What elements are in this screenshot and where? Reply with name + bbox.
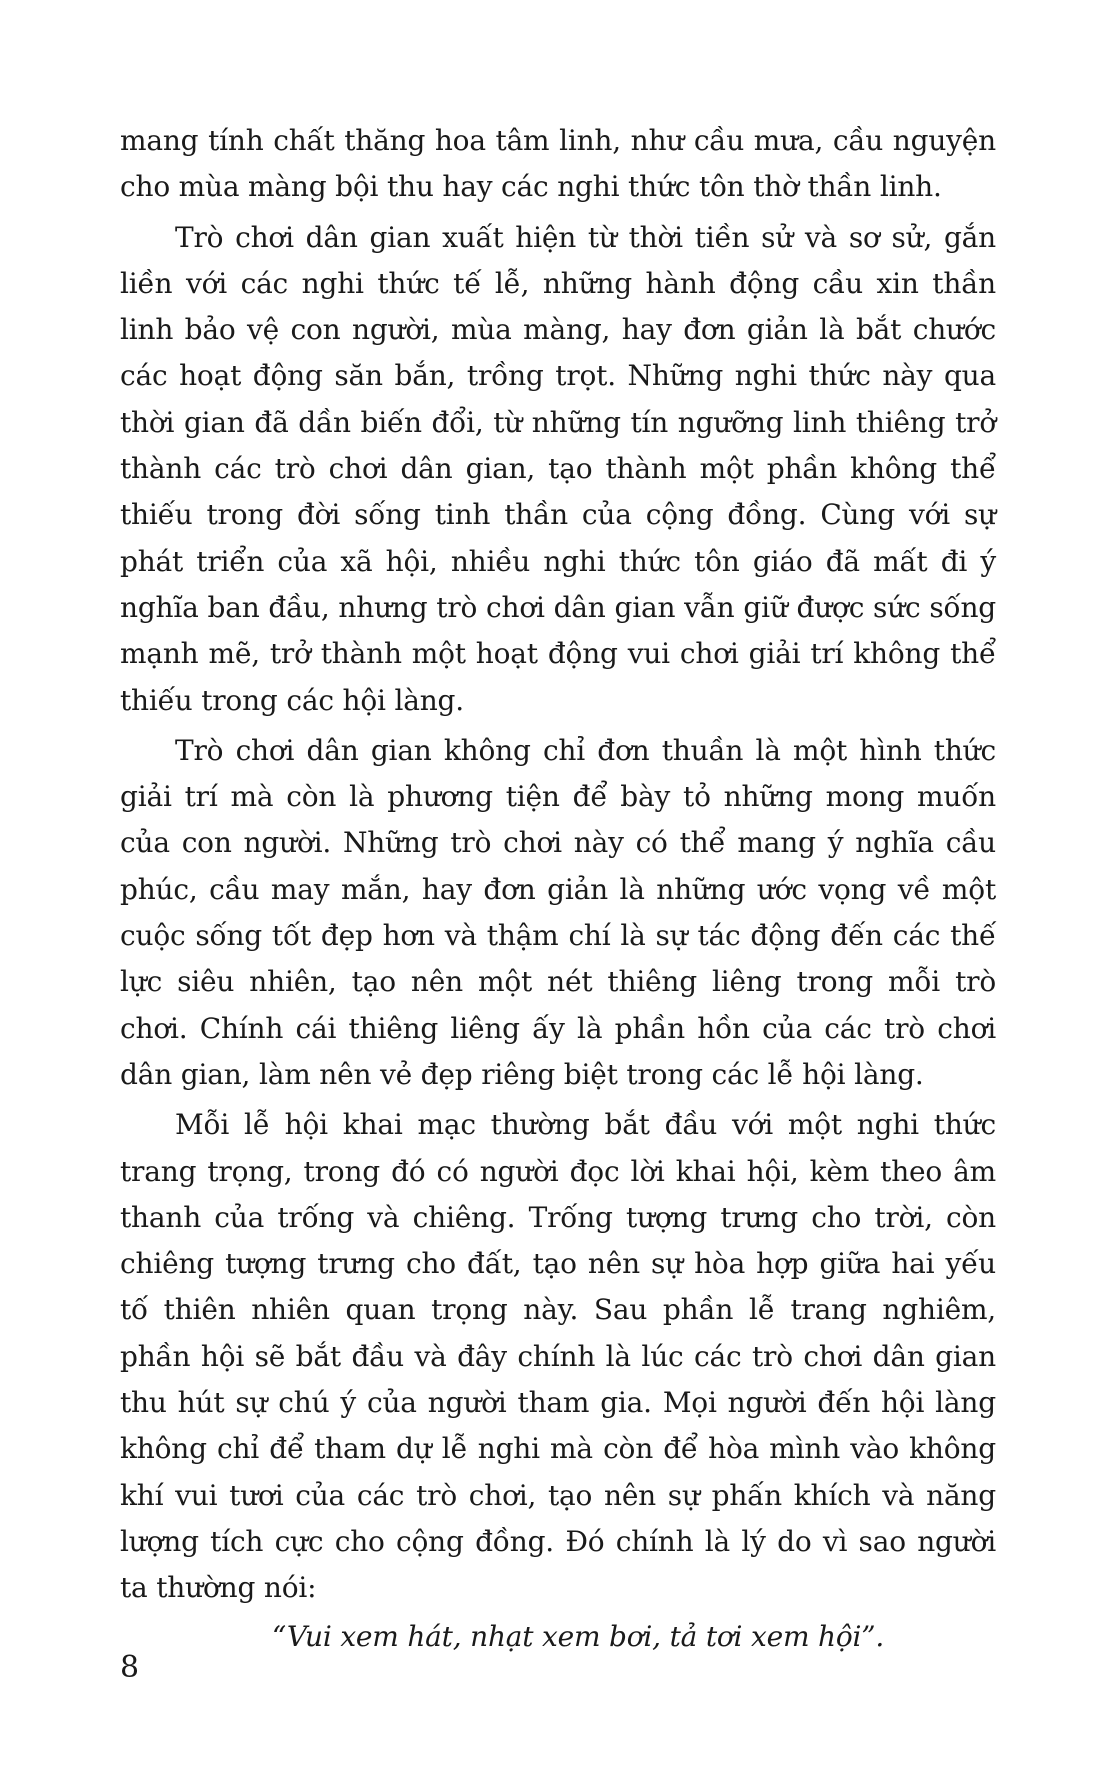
page-body [120,118,996,1660]
paragraph-meaning: Trò chơi dân gian không chỉ đơn thuần là một hình thức giải trí mà còn là phương tiện để bày tỏ những mong muốn của con người. Những trò chơi này có thể mang ý nghĩa cầu phúc, cầu may mắn, hay đơn giản là những ước vọng về một cuộc sống tốt đẹp hơn và thậm chí là sự tác động đến các thế lực siêu nhiên, tạo nên một nét thiêng liêng trong mỗi trò chơi. Chính cái thiêng liêng ấy là phần hồn của các trò chơi dân gian, làm nên vẻ đẹp riêng biệt trong các lễ hội làng. [120,733,996,1091]
paragraph-continuation: mang tính chất thăng hoa tâm linh, như cầu mưa, cầu nguyện cho mùa màng bội thu hay các nghi thức tôn thờ thần linh. [120,124,996,204]
paragraph-festival-opening: Mỗi lễ hội khai mạc thường bắt đầu với một nghi thức trang trọng, trong đó có người đọc lời khai hội, kèm theo âm thanh của trống và chiêng. Trống tượng trưng cho trời, còn chiêng tượng trưng cho đất, tạo nên sự hòa hợp giữa hai yếu tố thiên nhiên quan trọng này. Sau phần lễ trang nghiêm, phần hội sẽ bắt đầu và đây chính là lúc các trò chơi dân gian thu hút sự chú ý của người tham gia. Mọi người đến hội làng không chỉ để tham dự lễ nghi mà còn để hòa mình vào không khí vui tươi của các trò chơi, tạo nên sự phấn khích và năng lượng tích cực cho cộng đồng. Đó chính là lý do vì sao người ta thường nói: [120,1108,996,1605]
proverb-quote: “Vui xem hát, nhạt xem bơi, tả tơi xem hội”. [271,1619,885,1653]
paragraph-origins: Trò chơi dân gian xuất hiện từ thời tiền sử và sơ sử, gắn liền với các nghi thức tế lễ, những hành động cầu xin thần linh bảo vệ con người, mùa màng, hay đơn giản là bắt chước các hoạt động săn bắn, trồng trọt. Những nghi thức này qua thời gian đã dần biến đổi, từ những tín ngưỡng linh thiêng trở thành các trò chơi dân gian, tạo thành một phần không thể thiếu trong đời sống tinh thần của cộng đồng. Cùng với sự phát triển của xã hội, nhiều nghi thức tôn giáo đã mất đi ý nghĩa ban đầu, nhưng trò chơi dân gian vẫn giữ được sức sống mạnh mẽ, trở thành một hoạt động vui chơi giải trí không thể thiếu trong các hội làng. [120,220,996,717]
page-number: 8 [120,1650,140,1685]
